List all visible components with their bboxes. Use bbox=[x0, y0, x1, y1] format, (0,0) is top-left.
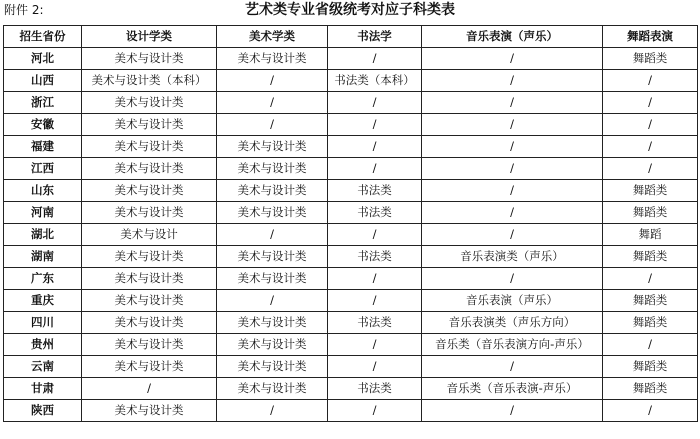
province-cell: 广东 bbox=[4, 268, 82, 290]
province-cell: 山西 bbox=[4, 70, 82, 92]
table-row bbox=[4, 356, 698, 378]
vocal-cell: 音乐类（音乐表演-声乐） bbox=[422, 378, 603, 400]
vocal-cell: 音乐表演类（声乐） bbox=[422, 246, 603, 268]
vocal-cell: 音乐类（音乐表演方向-声乐） bbox=[422, 334, 603, 356]
table-row bbox=[4, 246, 698, 268]
table-row bbox=[4, 224, 698, 246]
table-row bbox=[4, 202, 698, 224]
fine-arts-cell: 美术与设计类 bbox=[217, 246, 328, 268]
dance-cell: 舞蹈类 bbox=[603, 290, 698, 312]
calligraphy-cell: / bbox=[328, 268, 422, 290]
header-design: 设计学类 bbox=[82, 26, 217, 48]
design-cell: 美术与设计类 bbox=[82, 312, 217, 334]
calligraphy-cell: / bbox=[328, 48, 422, 70]
table-row bbox=[4, 312, 698, 334]
province-cell: 浙江 bbox=[4, 92, 82, 114]
province-cell: 贵州 bbox=[4, 334, 82, 356]
calligraphy-cell: / bbox=[328, 400, 422, 422]
province-cell: 重庆 bbox=[4, 290, 82, 312]
calligraphy-cell: / bbox=[328, 92, 422, 114]
vocal-cell: / bbox=[422, 48, 603, 70]
vocal-cell: / bbox=[422, 136, 603, 158]
calligraphy-cell: / bbox=[328, 114, 422, 136]
header-dance-performance: 舞蹈表演 bbox=[603, 26, 698, 48]
vocal-cell: 音乐表演类（声乐方向） bbox=[422, 312, 603, 334]
table-body bbox=[4, 48, 698, 422]
province-cell: 四川 bbox=[4, 312, 82, 334]
vocal-cell: / bbox=[422, 92, 603, 114]
table-row bbox=[4, 48, 698, 70]
fine-arts-cell: / bbox=[217, 70, 328, 92]
dance-cell: / bbox=[603, 400, 698, 422]
table-row bbox=[4, 92, 698, 114]
fine-arts-cell: 美术与设计类 bbox=[217, 312, 328, 334]
dance-cell: 舞蹈类 bbox=[603, 180, 698, 202]
fine-arts-cell: 美术与设计类 bbox=[217, 48, 328, 70]
design-cell: 美术与设计类 bbox=[82, 246, 217, 268]
province-cell: 陕西 bbox=[4, 400, 82, 422]
calligraphy-cell: 书法类 bbox=[328, 312, 422, 334]
design-cell: 美术与设计类 bbox=[82, 268, 217, 290]
design-cell: 美术与设计类 bbox=[82, 114, 217, 136]
dance-cell: / bbox=[603, 136, 698, 158]
fine-arts-cell: 美术与设计类 bbox=[217, 356, 328, 378]
table-row bbox=[4, 400, 698, 422]
header-vocal-performance: 音乐表演（声乐） bbox=[422, 26, 603, 48]
attachment-label: 附件 2: bbox=[4, 3, 44, 17]
dance-cell: 舞蹈类 bbox=[603, 356, 698, 378]
vocal-cell: / bbox=[422, 202, 603, 224]
province-cell: 甘肃 bbox=[4, 378, 82, 400]
calligraphy-cell: 书法类（本科） bbox=[328, 70, 422, 92]
calligraphy-cell: / bbox=[328, 334, 422, 356]
dance-cell: / bbox=[603, 92, 698, 114]
design-cell: 美术与设计类 bbox=[82, 400, 217, 422]
page-title: 艺术类专业省级统考对应子科类表 bbox=[245, 2, 455, 18]
design-cell: 美术与设计 bbox=[82, 224, 217, 246]
calligraphy-cell: / bbox=[328, 290, 422, 312]
table-row bbox=[4, 378, 698, 400]
dance-cell: 舞蹈 bbox=[603, 224, 698, 246]
province-cell: 河南 bbox=[4, 202, 82, 224]
province-cell: 安徽 bbox=[4, 114, 82, 136]
province-cell: 江西 bbox=[4, 158, 82, 180]
fine-arts-cell: 美术与设计类 bbox=[217, 202, 328, 224]
calligraphy-cell: / bbox=[328, 224, 422, 246]
calligraphy-cell: / bbox=[328, 356, 422, 378]
province-cell: 山东 bbox=[4, 180, 82, 202]
province-cell: 湖北 bbox=[4, 224, 82, 246]
fine-arts-cell: / bbox=[217, 92, 328, 114]
calligraphy-cell: 书法类 bbox=[328, 180, 422, 202]
province-cell: 云南 bbox=[4, 356, 82, 378]
design-cell: 美术与设计类 bbox=[82, 202, 217, 224]
header-fine-arts: 美术学类 bbox=[217, 26, 328, 48]
fine-arts-cell: 美术与设计类 bbox=[217, 268, 328, 290]
table-row bbox=[4, 114, 698, 136]
province-cell: 湖南 bbox=[4, 246, 82, 268]
table-row bbox=[4, 70, 698, 92]
fine-arts-cell: / bbox=[217, 224, 328, 246]
table-row bbox=[4, 136, 698, 158]
table-row bbox=[4, 180, 698, 202]
mapping-table bbox=[3, 25, 698, 422]
dance-cell: / bbox=[603, 158, 698, 180]
design-cell: 美术与设计类（本科） bbox=[82, 70, 217, 92]
design-cell: 美术与设计类 bbox=[82, 158, 217, 180]
dance-cell: 舞蹈类 bbox=[603, 202, 698, 224]
design-cell: 美术与设计类 bbox=[82, 290, 217, 312]
vocal-cell: / bbox=[422, 114, 603, 136]
design-cell: 美术与设计类 bbox=[82, 48, 217, 70]
vocal-cell: / bbox=[422, 400, 603, 422]
fine-arts-cell: / bbox=[217, 290, 328, 312]
fine-arts-cell: 美术与设计类 bbox=[217, 136, 328, 158]
calligraphy-cell: / bbox=[328, 158, 422, 180]
vocal-cell: / bbox=[422, 268, 603, 290]
dance-cell: 舞蹈类 bbox=[603, 246, 698, 268]
fine-arts-cell: 美术与设计类 bbox=[217, 180, 328, 202]
table-row bbox=[4, 158, 698, 180]
design-cell: 美术与设计类 bbox=[82, 180, 217, 202]
vocal-cell: / bbox=[422, 224, 603, 246]
fine-arts-cell: 美术与设计类 bbox=[217, 378, 328, 400]
header-calligraphy: 书法学 bbox=[328, 26, 422, 48]
table-row bbox=[4, 268, 698, 290]
fine-arts-cell: 美术与设计类 bbox=[217, 158, 328, 180]
design-cell: 美术与设计类 bbox=[82, 334, 217, 356]
vocal-cell: / bbox=[422, 356, 603, 378]
province-cell: 福建 bbox=[4, 136, 82, 158]
vocal-cell: / bbox=[422, 158, 603, 180]
dance-cell: 舞蹈类 bbox=[603, 312, 698, 334]
calligraphy-cell: 书法类 bbox=[328, 246, 422, 268]
design-cell: / bbox=[82, 378, 217, 400]
dance-cell: / bbox=[603, 268, 698, 290]
fine-arts-cell: 美术与设计类 bbox=[217, 334, 328, 356]
calligraphy-cell: / bbox=[328, 136, 422, 158]
vocal-cell: / bbox=[422, 70, 603, 92]
vocal-cell: / bbox=[422, 180, 603, 202]
fine-arts-cell: / bbox=[217, 400, 328, 422]
dance-cell: 舞蹈类 bbox=[603, 48, 698, 70]
province-cell: 河北 bbox=[4, 48, 82, 70]
design-cell: 美术与设计类 bbox=[82, 92, 217, 114]
table-header-row bbox=[4, 26, 698, 48]
design-cell: 美术与设计类 bbox=[82, 136, 217, 158]
design-cell: 美术与设计类 bbox=[82, 356, 217, 378]
table-row bbox=[4, 334, 698, 356]
dance-cell: / bbox=[603, 334, 698, 356]
dance-cell: / bbox=[603, 114, 698, 136]
calligraphy-cell: 书法类 bbox=[328, 378, 422, 400]
dance-cell: / bbox=[603, 70, 698, 92]
calligraphy-cell: 书法类 bbox=[328, 202, 422, 224]
fine-arts-cell: / bbox=[217, 114, 328, 136]
vocal-cell: 音乐表演（声乐） bbox=[422, 290, 603, 312]
dance-cell: 舞蹈类 bbox=[603, 378, 698, 400]
table-row bbox=[4, 290, 698, 312]
header-province: 招生省份 bbox=[4, 26, 82, 48]
